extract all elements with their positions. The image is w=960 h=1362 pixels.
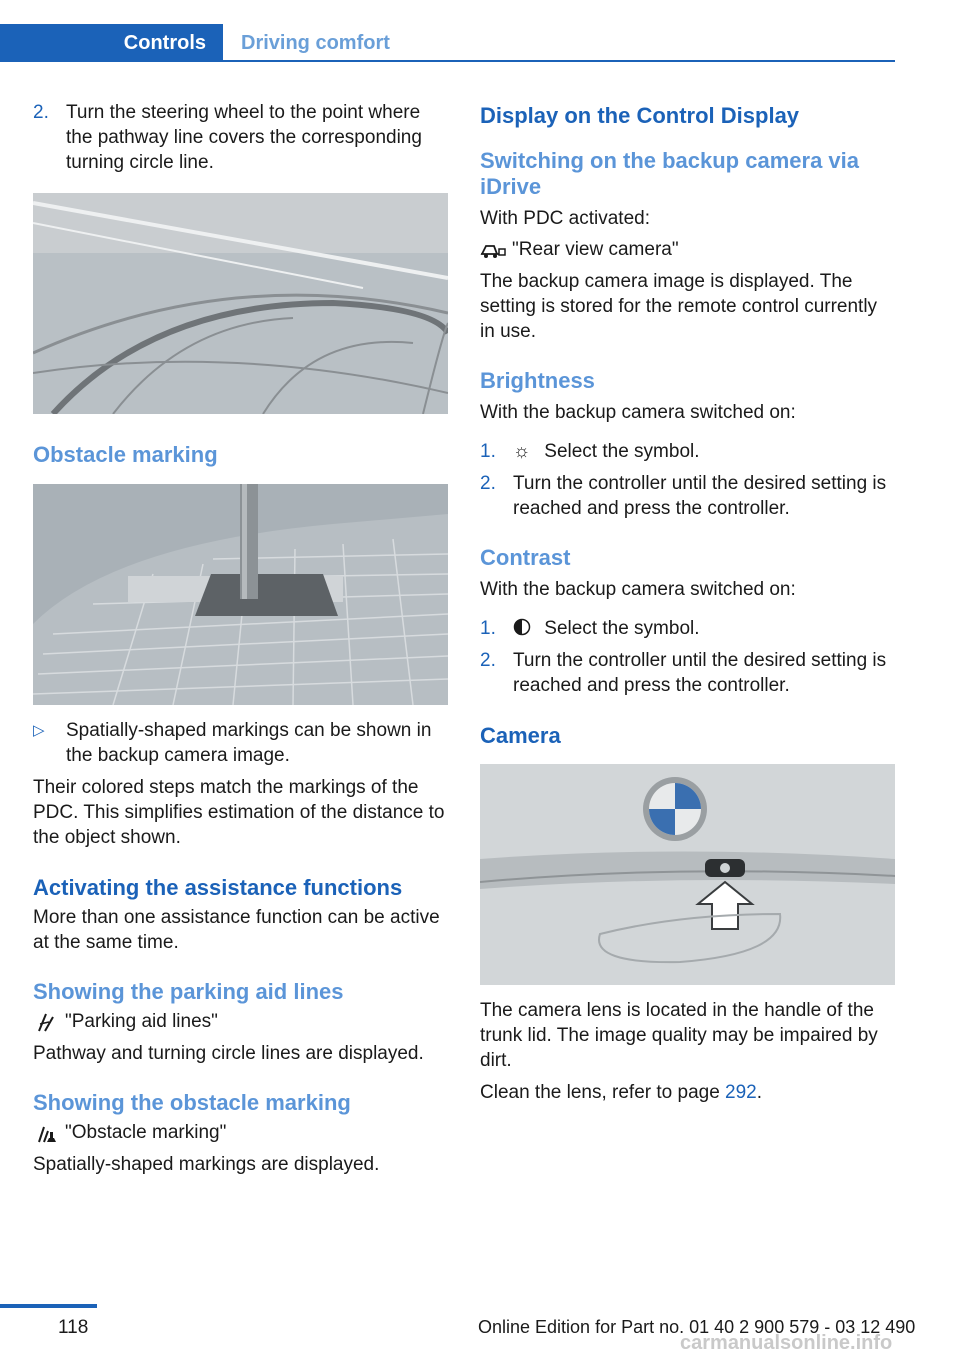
parking-lines-icon <box>33 1011 59 1033</box>
rear-view-menu-item: "Rear view camera" <box>480 237 895 262</box>
contrast-icon <box>513 616 535 641</box>
parking-aid-menu-item: "Parking aid lines" <box>33 1009 448 1034</box>
contrast-step-2: 2. Turn the controller until the desired setting is reached and press the controller. <box>480 650 887 696</box>
with-pdc-text: With PDC activated: <box>480 208 650 229</box>
right-column <box>480 100 895 1105</box>
tab-controls[interactable]: Controls <box>0 24 223 62</box>
contrast-heading: Contrast <box>480 545 571 570</box>
brightness-step-2: 2. Turn the controller until the desired setting is reached and press the controller. <box>480 473 887 519</box>
header-divider <box>223 60 895 62</box>
switching-heading: Switching on the backup camera via iDrive <box>480 148 859 199</box>
edition-text: Online Edition for Part no. 01 40 2 900 579 - 03 12 490 <box>478 1317 916 1337</box>
obstacle-heading: Showing the obstacle marking <box>33 1090 351 1115</box>
turning-circle-image <box>33 193 448 414</box>
sun-icon: ☼ <box>513 441 531 462</box>
step-number: 2. <box>33 102 49 123</box>
colored-steps-paragraph: Their colored steps match the markings of the PDC. This simplifies estimation of the distance to the object shown. <box>33 777 445 848</box>
parking-aid-heading: Showing the parking aid lines <box>33 979 344 1004</box>
tab-driving-comfort[interactable]: Driving comfort <box>241 31 390 54</box>
footer-accent-line <box>0 1304 97 1308</box>
triangle-bullet-icon: ▷ <box>33 722 45 739</box>
contrast-step-1: 1. Select the symbol. <box>480 618 700 639</box>
header-bar <box>0 24 895 62</box>
clean-paragraph: Clean the lens, refer to page 292. <box>480 1082 763 1103</box>
brightness-intro: With the backup camera switched on: <box>480 402 796 423</box>
display-heading: Display on the Control Display <box>480 103 800 128</box>
parking-aid-paragraph: Pathway and turning circle lines are displayed. <box>33 1043 424 1064</box>
bullet-spatial-markings: ▷ Spatially-shaped markings can be shown in the backup camera image. <box>33 720 432 766</box>
lens-paragraph: The camera lens is located in the handle of the trunk lid. The image quality may be impaired by dirt. <box>480 1000 878 1071</box>
camera-location-image <box>480 764 895 985</box>
rear-camera-icon <box>480 239 506 261</box>
obstacle-paragraph: Spatially-shaped markings are displayed. <box>33 1154 380 1175</box>
brightness-heading: Brightness <box>480 368 595 393</box>
obstacle-marking-icon <box>33 1122 59 1144</box>
obstacle-marking-heading: Obstacle marking <box>33 442 218 467</box>
contrast-intro: With the backup camera switched on: <box>480 579 796 600</box>
step-text: Turn the steering wheel to the point where the pathway line covers the corresponding turning circle line. <box>66 102 422 173</box>
stored-paragraph: The backup camera image is displayed. The setting is stored for the remote control currently in use. <box>480 271 878 342</box>
page-292-link[interactable]: 292 <box>725 1082 757 1103</box>
activating-paragraph: More than one assistance function can be active at the same time. <box>33 907 440 953</box>
left-column <box>33 100 448 1177</box>
obstacle-menu-item: "Obstacle marking" <box>33 1120 448 1145</box>
page-number: 118 <box>58 1317 89 1338</box>
watermark: carmanualsonline.info <box>680 1332 893 1354</box>
brightness-step-1: 1. ☼ Select the symbol. <box>480 441 700 462</box>
obstacle-marking-image <box>33 484 448 705</box>
camera-heading: Camera <box>480 723 561 748</box>
activating-heading: Activating the assistance functions <box>33 875 403 900</box>
step-2 <box>33 100 448 175</box>
